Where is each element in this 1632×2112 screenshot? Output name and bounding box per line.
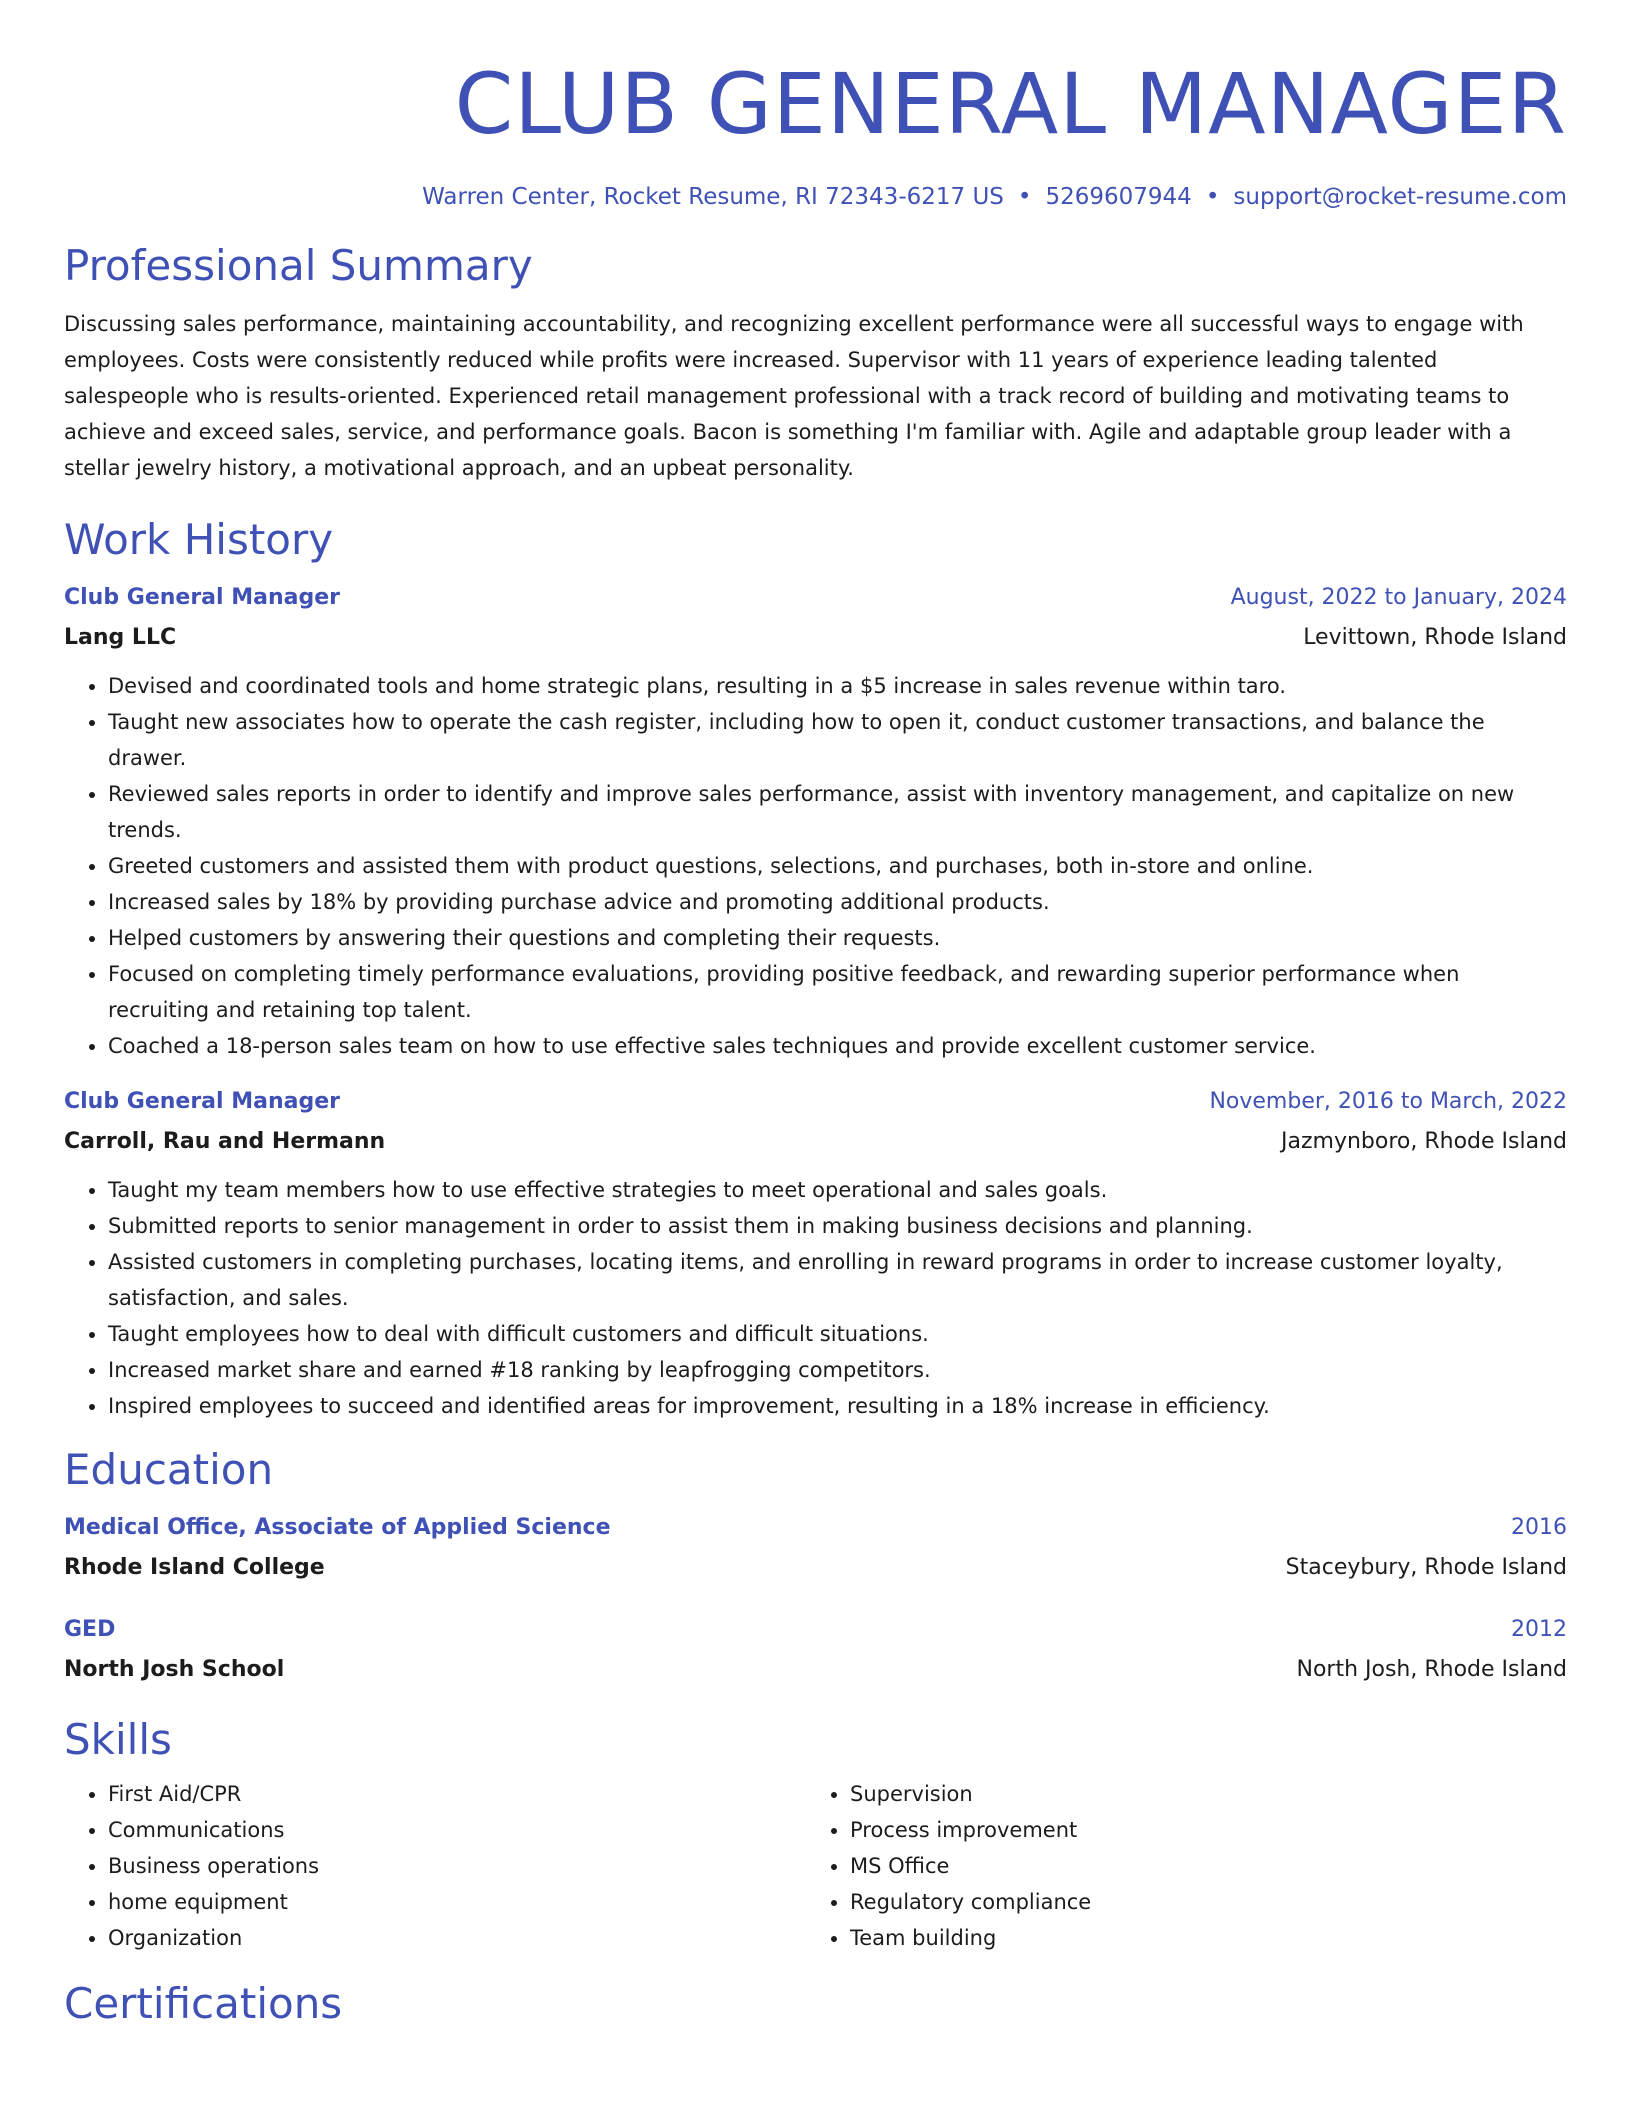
list-item: • Reviewed sales reports in order to identify and improve sales performance, assist with inventory management, and capitalize on new trends. xyxy=(108,776,1567,848)
education-heading: Education xyxy=(64,1445,274,1494)
skill-item: • Communications xyxy=(108,1812,806,1848)
list-item: • Increased market share and earned #18 ranking by leapfrogging competitors. xyxy=(108,1352,1567,1388)
skills-list-left xyxy=(64,1776,806,1956)
resume-page xyxy=(64,0,1567,2030)
list-item: • Devised and coordinated tools and home strategic plans, resulting in a $5 increase in sales revenue within taro. xyxy=(108,668,1567,704)
work-history-heading: Work History xyxy=(64,515,334,564)
list-item: • Focused on completing timely performance evaluations, providing positive feedback, and rewarding superior performance when recruiting and retaining top talent. xyxy=(108,956,1567,1028)
contact-separator: • xyxy=(1205,184,1220,210)
education-location: Staceybury, Rhode Island xyxy=(1285,1555,1567,1580)
contact-separator: • xyxy=(1017,184,1032,210)
education-degree: GED xyxy=(64,1617,116,1642)
job-role: Club General Manager xyxy=(64,1089,340,1114)
job-location: Jazmynboro, Rhode Island xyxy=(1281,1129,1567,1154)
education-degree: Medical Office, Associate of Applied Science xyxy=(64,1515,611,1540)
list-item: • Helped customers by answering their questions and completing their requests. xyxy=(108,920,1567,956)
skill-item: • Organization xyxy=(108,1920,806,1956)
resume-name: CLUB GENERAL MANAGER xyxy=(454,55,1567,153)
job-company: Lang LLC xyxy=(64,625,177,650)
education-entry xyxy=(64,1610,1567,1690)
skill-item: • First Aid/CPR xyxy=(108,1776,806,1812)
education-school: North Josh School xyxy=(64,1657,285,1682)
list-item: • Taught my team members how to use effective strategies to meet operational and sales goals. xyxy=(108,1172,1567,1208)
skills-list-right xyxy=(806,1776,1548,1956)
skill-item: • Team building xyxy=(850,1920,1548,1956)
summary-text: Discussing sales performance, maintaining accountability, and recognizing excellent performance were all successful ways to engage with employees. Costs were consistently reduced while profits were increased. Supervisor with 11 years of experience leading talented salespeople who is results-oriented. Experienced retail management professional with a track record of building and motivating teams to achieve and exceed sales, service, and performance goals. Bacon is something I'm familiar with. Agile and adaptable group leader with a stellar jewelry history, a motivational approach, and an upbeat personality. xyxy=(64,312,1524,480)
skill-item: • MS Office xyxy=(850,1848,1548,1884)
skills-columns xyxy=(64,1776,1567,1956)
contact-line xyxy=(64,182,1567,212)
job-role: Club General Manager xyxy=(64,585,340,610)
list-item: • Taught new associates how to operate the cash register, including how to open it, conduct customer transactions, and balance the drawer. xyxy=(108,704,1567,776)
skill-item: • Process improvement xyxy=(850,1812,1548,1848)
education-entry xyxy=(64,1508,1567,1588)
education-year: 2012 xyxy=(1511,1617,1567,1642)
list-item: • Taught employees how to deal with difficult customers and difficult situations. xyxy=(108,1316,1567,1352)
job-dates: August, 2022 to January, 2024 xyxy=(1230,585,1567,610)
summary-heading: Professional Summary xyxy=(64,241,533,290)
job-company: Carroll, Rau and Hermann xyxy=(64,1129,386,1154)
list-item: • Increased sales by 18% by providing purchase advice and promoting additional products. xyxy=(108,884,1567,920)
skill-item: • Business operations xyxy=(108,1848,806,1884)
job-dates: November, 2016 to March, 2022 xyxy=(1209,1089,1567,1114)
job-location: Levittown, Rhode Island xyxy=(1303,625,1567,650)
list-item: • Coached a 18-person sales team on how to use effective sales techniques and provide excellent customer service. xyxy=(108,1028,1567,1064)
list-item: • Greeted customers and assisted them with product questions, selections, and purchases, both in-store and online. xyxy=(108,848,1567,884)
list-item: • Inspired employees to succeed and identified areas for improvement, resulting in a 18% increase in efficiency. xyxy=(108,1388,1567,1424)
skill-item: • Supervision xyxy=(850,1776,1548,1812)
list-item: • Assisted customers in completing purchases, locating items, and enrolling in reward programs in order to increase customer loyalty, satisfaction, and sales. xyxy=(108,1244,1567,1316)
job-entry xyxy=(64,1082,1567,1424)
education-school: Rhode Island College xyxy=(64,1555,325,1580)
skills-heading: Skills xyxy=(64,1715,172,1764)
contact-email: support@rocket-resume.com xyxy=(1233,184,1567,210)
education-location: North Josh, Rhode Island xyxy=(1296,1657,1567,1682)
education-year: 2016 xyxy=(1511,1515,1567,1540)
list-item: • Submitted reports to senior management in order to assist them in making business decisions and planning. xyxy=(108,1208,1567,1244)
certifications-heading: Certifications xyxy=(64,1979,343,2028)
skill-item: • Regulatory compliance xyxy=(850,1884,1548,1920)
job-entry xyxy=(64,578,1567,1064)
contact-address: Warren Center, Rocket Resume, RI 72343-6217 US xyxy=(422,184,1004,210)
skill-item: • home equipment xyxy=(108,1884,806,1920)
contact-phone: 5269607944 xyxy=(1045,184,1192,210)
job-bullets xyxy=(64,668,1567,1064)
job-bullets xyxy=(64,1172,1567,1424)
